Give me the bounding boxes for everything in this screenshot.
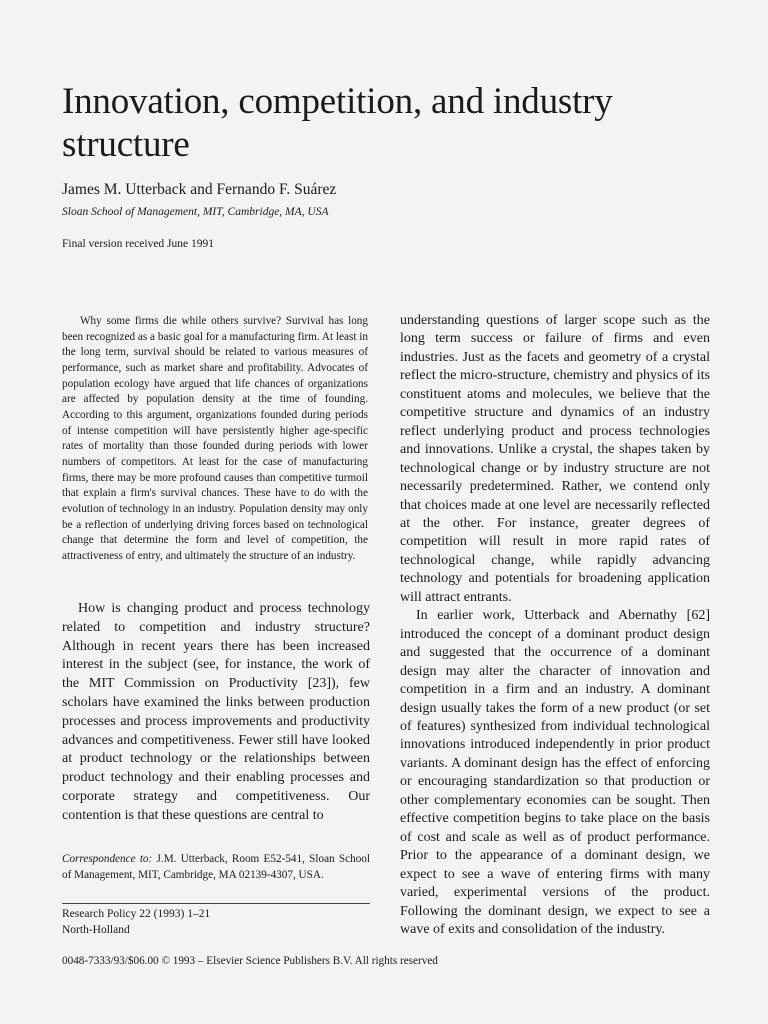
correspondence-footnote bbox=[62, 852, 370, 883]
journal-citation: Research Policy 22 (1993) 1–21 bbox=[62, 908, 211, 920]
affiliation: Sloan School of Management, MIT, Cambridge, MA, USA bbox=[62, 206, 329, 218]
correspondence-label: Correspondence to: bbox=[62, 853, 153, 865]
journal-info bbox=[62, 907, 210, 938]
right-paragraph-2: In earlier work, Utterback and Abernathy [62] introduced the concept of a dominant product design and suggested that the occurrence of a dominant design may alter the character of innovation and competition in a firm and an industry. A dominant design usually takes the form of a new product (or set of features) synthesized from individual technological innovations introduced independently in prior product variants. A dominant design has the effect of enforcing or encouraging standardization so that production or other complementary economies can be sought. Then effective competition begins to take place on the basis of cost and scale as well as of product performance. Prior to the appearance of a dominant design, we expect to see a wave of entering firms with many varied, experimental versions of the product. Following the dominant design, we expect to see a wave of exits and consolidation of the industry. bbox=[400, 608, 710, 937]
body-text-left-column: How is changing product and process technology related to competition and industry structure? Although in recent years there has been increased interest in the subject (see, for instance, the work of the MIT Commission on Productivity [23]), few scholars have examined the links between production processes and process improvements and productivity advances and competitiveness. Fewer still have looked at product technology or the relationships between product technology and their enabling processes and corporate strategy and competitiveness. Our contention is that these questions are central to bbox=[62, 601, 370, 823]
body-text-right-column bbox=[400, 312, 710, 939]
abstract: Why some firms die while others survive? Survival has long been recognized as a basic goal for a manufacturing firm. At least in the long term, survival should be related to various measures of performance, such as market share and profitability. Advocates of population ecology have argued that life chances of organizations are affected by population density at the time of founding. According to this argument, organizations founded during periods of intense competition will have persistently higher age-specific rates of mortality than those founded during periods with lower numbers of competitors. At least for the case of manufacturing firms, there may be more profound causes than competitive turmoil that explain a firm's survival chances. These have to do with the evolution of technology in an industry. Population density may only be a reflection of underlying driving forces based on technological change that determine the form and level of competition, the attractiveness of entry, and ultimately the structure of an industry. bbox=[62, 315, 368, 562]
right-paragraph-1: understanding questions of larger scope such as the long term success or failure of firms and even industries. Just as the facets and geometry of a crystal reflect the micro-structure, chemistry and physics of its constituent atoms and molecules, we believe that the competitive structure and dynamics of an industry reflect underlying product and process technologies and innovations. Unlike a crystal, the shapes taken by technological change or by industry structure are not necessarily predetermined. Rather, we contend only that choices made at one level are necessarily reflected at the other. For instance, greater degrees of competition will result in more rapid rates of technological change, while rapidly advancing technology and potentials for broadening application will attract entrants. bbox=[400, 313, 710, 605]
publisher-location: North-Holland bbox=[62, 923, 130, 936]
paper-title: Innovation, competition, and industry structure bbox=[62, 81, 613, 165]
correspondence-text: J.M. Utterback, Room E52-541, Sloan School of Management, MIT, Cambridge, MA 02139-4307, USA. bbox=[62, 853, 370, 881]
received-date: Final version received June 1991 bbox=[62, 238, 215, 250]
authors: James M. Utterback and Fernando F. Suárez bbox=[62, 181, 337, 198]
footnote-divider bbox=[62, 903, 370, 904]
copyright-line: 0048-7333/93/$06.00 © 1993 – Elsevier Science Publishers B.V. All rights reserved bbox=[62, 955, 438, 967]
